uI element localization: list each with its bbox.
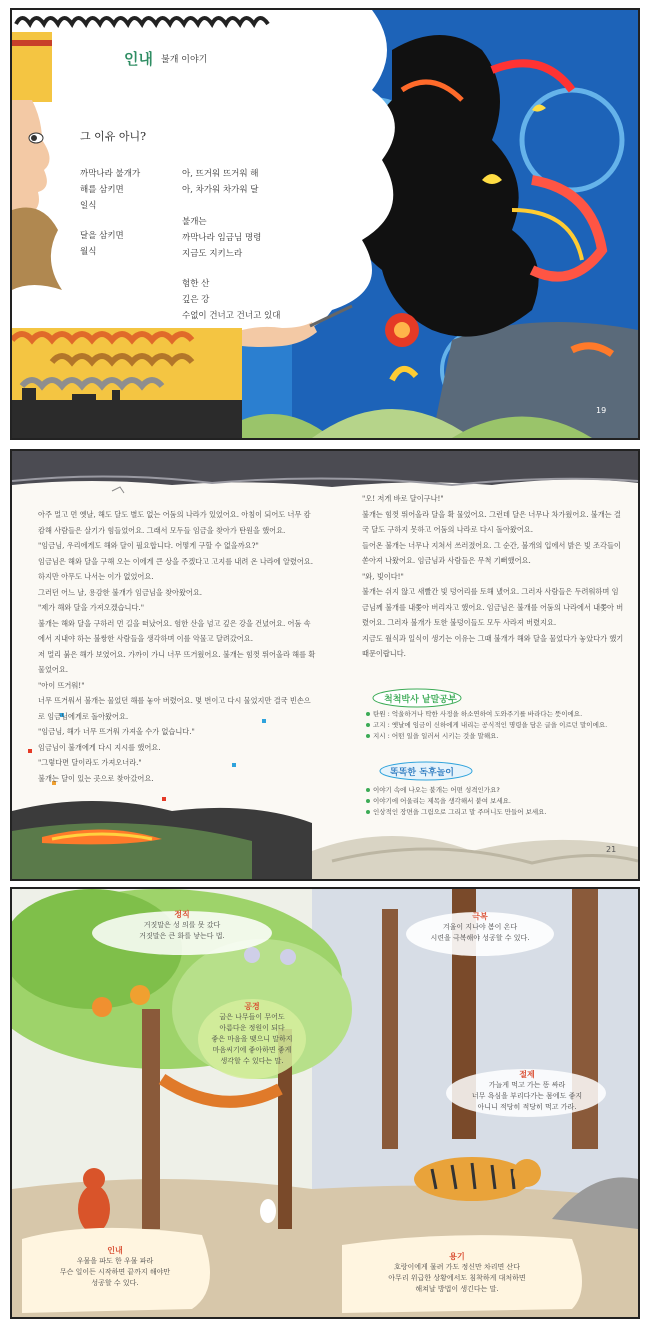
paragraph: 불개는 달이 있는 곳으로 찾아갔어요. <box>38 773 154 783</box>
paragraph: 들어온 불개는 너무나 지쳐서 쓰러졌어요. 그 순간, 불개의 입에서 밝은 빛 조각들이 쏟아져 나왔어요. 임금님과 사람들은 무척 기뻐했어요. <box>362 540 621 565</box>
proverb-respect <box>200 1001 304 1067</box>
list-item: 이야기 속에 나오는 불개는 어떤 성격인가요? <box>366 785 628 796</box>
paragraph: "오! 저게 바로 달이구나!" <box>362 494 444 503</box>
paragraph: 불개는 쉬지 않고 새빨간 빛 덩어리를 토해 냈어요. 그러자 사람들은 두려워하며 임금님께 불개를 내쫓아 버리자고 했어요. 임금님은 불개를 어둠의 나라에서 내쫓아 버렸어요. 그러자 불개가 토한 불덩이들도 모두 사라져 버렸지요. <box>362 587 624 627</box>
paragraph: 불개는 해와 달을 구하러 먼 길을 떠났어요. 험한 산을 넘고 깊은 강을 건넜어요. 어둠 속에서 지내야 하는 불쌍한 사람들을 생각하며 이를 악물고 달려갔어요. <box>38 618 311 643</box>
spread-story-text <box>10 449 640 881</box>
paragraph: "그렇다면 달이라도 가져오너라." <box>38 758 142 767</box>
story-left-column <box>38 507 316 786</box>
proverb-text: 호랑이에게 물려 가도 정신만 차리면 산다 아무리 위급한 상황에서도 침착하게 대처하면 해쳐날 방법이 생긴다는 말. <box>388 1263 526 1293</box>
proverb-title: 절제 <box>519 1070 535 1079</box>
vocab-list <box>366 709 628 742</box>
paragraph: "제가 해와 달을 가져오겠습니다." <box>38 603 145 612</box>
proverb-title: 정직 <box>174 910 190 919</box>
proverb-text: 굽은 나무들이 무어도 아름다운 정원이 되다 좋은 마음을 맺으니 말하지 마음씨기에 좋아하면 좋게 생각할 수 있다는 말. <box>211 1013 293 1065</box>
proverb-courage <box>352 1251 562 1295</box>
activity-list <box>366 785 628 818</box>
story-title: 인내 <box>124 50 153 68</box>
paragraph: 아주 멀고 먼 옛날, 해도 달도 별도 없는 어둠의 나라가 있었어요. 아침이 되어도 너무 캄캄해 사람들은 살기가 힘들었어요. 그래서 모두들 임금을 찾아가 탄원을 했어요. <box>38 510 311 535</box>
poem-stanza: 까막나라 불개가 해를 삼키면 일식 <box>80 169 141 211</box>
paragraph: "아이 뜨거워!" <box>38 680 85 690</box>
poem-heading: 그 이유 아니? <box>80 130 147 143</box>
proverb-overcome <box>410 911 550 944</box>
vocab-header: 척척박사 낱말공부 <box>384 695 457 705</box>
story-subtitle: 불개 이야기 <box>161 55 208 65</box>
paragraph: "와, 빛이다!" <box>362 571 404 581</box>
poem-stanza: 아, 뜨거워 뜨거워 해 아, 차가워 차가워 달 <box>182 169 259 195</box>
page-number: 21 <box>606 845 617 854</box>
paragraph: "임금님, 해가 너무 뜨거워 가져올 수가 없습니다." <box>38 727 195 736</box>
spread-fire-dog-poem <box>10 8 640 440</box>
proverb-text: 겨울이 지나야 봄이 온다 시련을 극복해야 성공할 수 있다. <box>430 923 530 942</box>
proverb-text: 가늘게 먹고 가는 똥 싸라 너무 욕심을 부리다가는 몸에도 좋지 아니니 적당히 적당히 먹고 가라. <box>471 1081 583 1111</box>
proverb-text: 우물을 파도 한 우물 파라 무슨 일이든 시작하면 끝까지 해야만 성공할 수 있다. <box>59 1257 171 1287</box>
paragraph: 너무 뜨거워서 불개는 물었던 해를 놓아 버렸어요. 몇 번이고 다시 물었지만 결국 빈손으로 임금님에게로 돌아왔어요. <box>38 696 311 721</box>
proverb-text: 거짓말은 성 의를 못 갔다 거짓말은 큰 화를 낳는다 법. <box>139 921 225 940</box>
poem-stanza: 험한 산 깊은 강 수없이 건너고 건너고 있대 <box>182 279 281 321</box>
proverb-title: 용기 <box>449 1252 465 1261</box>
page-number: 19 <box>596 406 607 415</box>
paragraph: 임금님은 해와 달을 구해 오는 이에게 큰 상을 주겠다고 고지를 내려 온 나라에 알렸어요. 하지만 아무도 나서는 이가 없었어요. <box>38 556 313 581</box>
proverb-title: 인내 <box>107 1246 123 1255</box>
fire-dog-illustration <box>12 10 638 438</box>
proverb-moderation <box>450 1069 604 1113</box>
proverb-title: 공경 <box>244 1002 260 1011</box>
poem-stanza: 달을 삼키면 월식 <box>80 231 124 257</box>
list-item: 이야기에 어울리는 제목을 생각해서 붙여 보세요. <box>366 796 628 807</box>
paragraph: 불개는 힘껏 뛰어올라 달을 확 물었어요. 그런데 달은 너무나 차가웠어요. 불개는 결국 달도 구하지 못하고 어둠의 나라로 다시 돌아왔어요. <box>362 509 621 534</box>
list-item: 고지 : 옛날에 임금이 신하에게 내리는 공식적인 명령을 담은 글을 이르던 말이에요. <box>366 720 628 731</box>
proverb-honesty <box>94 909 270 942</box>
paragraph: 지금도 월식과 일식이 생기는 이유는 그때 불개가 해와 달을 물었다가 놓았다가 했기 때문이랍니다. <box>362 633 624 658</box>
proverb-patience <box>30 1245 200 1289</box>
poem-stanza: 불개는 까막나라 임금님 명령 지금도 지키느라 <box>182 217 262 259</box>
list-item: 인상적인 장면을 그림으로 그리고 말 주머니도 만들어 보세요. <box>366 807 628 818</box>
story-right-column <box>362 491 624 662</box>
paragraph: 그러던 어느 날, 용감한 불개가 임금님을 찾아왔어요. <box>38 587 203 597</box>
paragraph: "임금님, 우리에게도 해와 달이 필요합니다. 어떻게 구할 수 없을까요?" <box>38 541 259 550</box>
spread-forest-proverbs <box>10 887 640 1319</box>
list-item: 지시 : 어떤 일을 일러서 시키는 것을 말해요. <box>366 731 628 742</box>
paragraph: 저 멀리 붉은 해가 보였어요. 가까이 가니 너무 뜨거웠어요. 불개는 힘껏 뛰어올라 해를 확 물었어요. <box>38 649 316 674</box>
proverb-title: 극복 <box>472 912 488 921</box>
paragraph: 임금님이 불개에게 다시 지시를 했어요. <box>38 742 161 752</box>
activity-header: 똑똑한 독후놀이 <box>390 768 454 778</box>
list-item: 탄원 : 억울하거나 딱한 사정을 하소연하여 도와주기를 바라다는 뜻이에요. <box>366 709 628 720</box>
